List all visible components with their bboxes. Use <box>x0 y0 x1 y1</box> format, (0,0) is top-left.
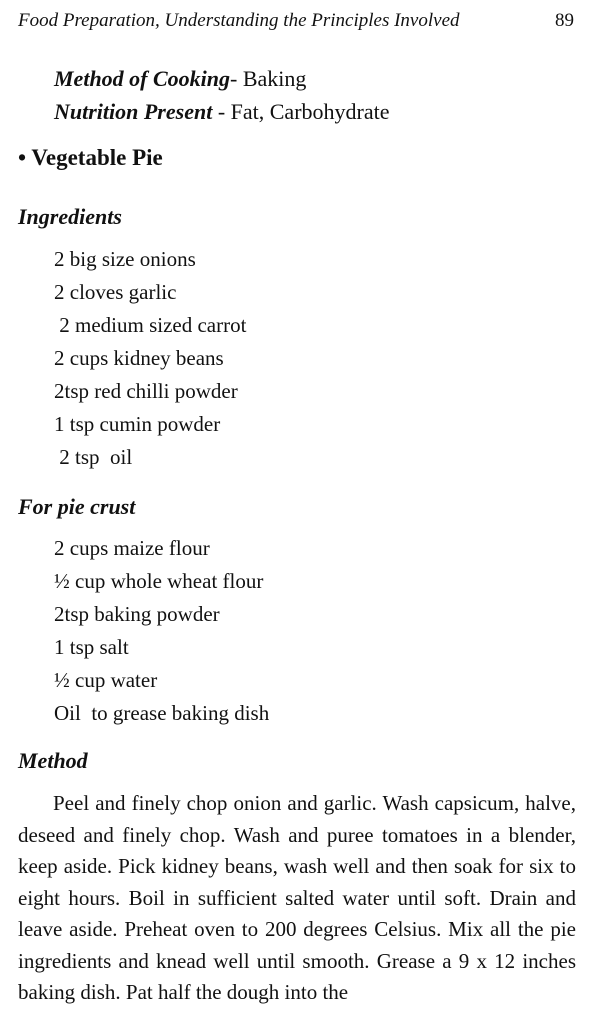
method-of-cooking-line <box>54 66 306 92</box>
method-of-cooking-value: - Baking <box>230 66 307 91</box>
nutrition-present-label: Nutrition Present <box>54 99 213 124</box>
ingredient-item: 2 medium sized carrot <box>54 313 247 337</box>
nutrition-present-line <box>54 99 389 125</box>
crust-ingredient-item: 2tsp baking powder <box>54 602 220 626</box>
method-paragraph: Peel and finely chop onion and garlic. Wash capsicum, halve, deseed and finely chop. Wash and puree tomatoes in a blender, keep aside. Pick kidney beans, wash well and then soak for six to eight hours. Boil in sufficient salted water until soft. Drain and leave aside. Preheat oven to 200 degrees Celsius. Mix all the pie ingredients and knead well until smooth. Grease a 9 x 12 inches baking dish. Pat half the dough into the <box>18 791 576 1004</box>
crust-ingredient-item: ½ cup whole wheat flour <box>54 569 264 593</box>
page-number: 89 <box>555 10 574 31</box>
method-of-cooking-label: Method of Cooking <box>54 66 231 91</box>
pie-crust-heading: For pie crust <box>18 494 136 519</box>
ingredient-item: 1 tsp cumin powder <box>54 412 221 436</box>
ingredients-heading: Ingredients <box>18 204 122 229</box>
crust-ingredient-item: 2 cups maize flour <box>54 536 210 560</box>
crust-ingredient-item: 1 tsp salt <box>54 635 129 659</box>
ingredient-item: 2 cups kidney beans <box>54 346 224 370</box>
ingredient-item: 2 big size onions <box>54 247 196 271</box>
method-heading: Method <box>18 748 88 773</box>
running-head: Food Preparation, Understanding the Principles Involved <box>18 10 460 31</box>
ingredient-item: 2tsp red chilli powder <box>54 379 238 403</box>
crust-ingredient-item: Oil to grease baking dish <box>54 701 270 725</box>
ingredient-item: 2 tsp oil <box>54 445 133 469</box>
ingredient-item: 2 cloves garlic <box>54 280 177 304</box>
pie-crust-list <box>54 532 269 730</box>
crust-ingredient-item: ½ cup water <box>54 668 158 692</box>
recipe-title: • Vegetable Pie <box>18 145 163 170</box>
nutrition-present-value: - Fat, Carbohydrate <box>212 99 390 124</box>
ingredients-list <box>54 243 246 474</box>
